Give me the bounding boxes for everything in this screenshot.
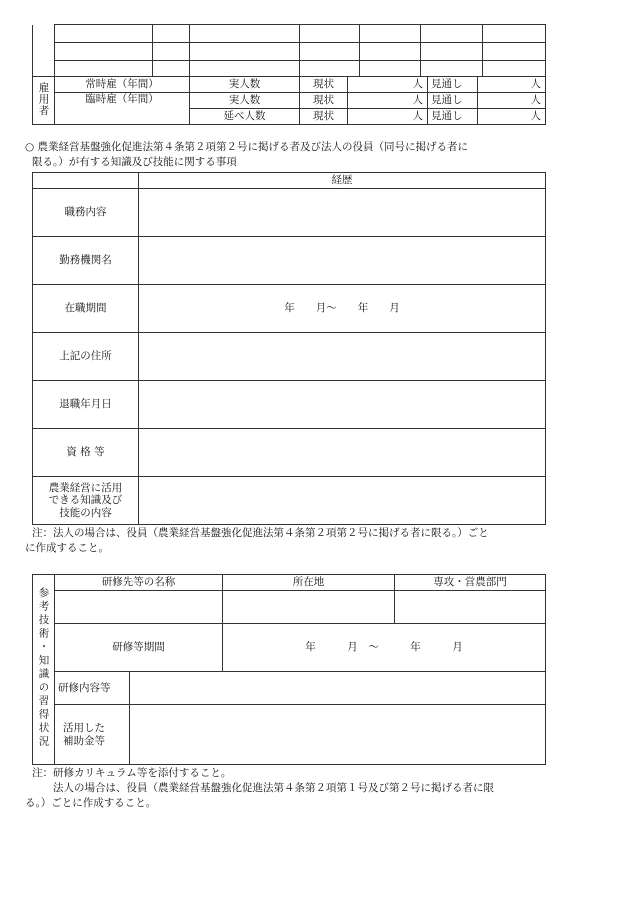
empty-cell <box>190 61 300 77</box>
applicable-line-3: 技能の内容 <box>59 506 112 519</box>
knowledge-table <box>32 172 546 525</box>
training-table <box>32 574 546 765</box>
employment-type-label: 臨時雇（年間） <box>85 93 159 105</box>
employment-measure: 実人数 <box>190 93 300 109</box>
retirement-value <box>139 381 546 429</box>
empty-cell <box>190 43 300 61</box>
training-note-2: 法人の場合は、役員（農業経営基盤強化促進法第４条第２項第１号及び第２号に掲げる者に限 <box>32 782 494 794</box>
training-side-label: 参考技術・知識の習得状況 <box>37 586 50 749</box>
knowledge-heading-2: 限る。）が有する知識及び技能に関する事項 <box>32 156 237 168</box>
employment-current-unit: 人 <box>348 109 428 125</box>
empty-cell <box>483 43 546 61</box>
employment-header-cell <box>33 77 55 125</box>
knowledge-note-1: 注：法人の場合は、役員（農業経営基盤強化促進法第４条第２項第２号に掲げる者に限る。）ごと <box>32 527 489 539</box>
employment-measure: 実人数 <box>190 77 300 93</box>
career-header: 経歴 <box>139 173 546 189</box>
training-subsidy-value <box>130 705 546 765</box>
empty-cell <box>55 43 153 61</box>
empty-cell <box>300 43 360 61</box>
applicable-line-1: 農業経営に活用 <box>48 482 123 495</box>
knowledge-heading-1: ○ 農業経営基盤強化促進法第４条第２項第２号に掲げる者及び法人の役員（同号に掲げる者に <box>25 141 468 153</box>
empty-cell <box>153 25 190 43</box>
knowledge-note-2: に作成すること。 <box>25 542 109 554</box>
employment-type: 常時雇（年間） <box>55 77 190 93</box>
duties-label: 職務内容 <box>33 189 139 237</box>
employment-type <box>55 93 190 125</box>
training-name-value <box>55 591 223 624</box>
employment-forecast-unit: 人 <box>478 109 546 125</box>
empty-cell <box>483 25 546 43</box>
empty-cell <box>153 43 190 61</box>
qualifications-value <box>139 429 546 477</box>
empty-cell <box>55 25 153 43</box>
employment-forecast-unit: 人 <box>478 93 546 109</box>
training-side-cell <box>33 575 55 765</box>
empty-cell <box>55 61 153 77</box>
period-value: 年 月～ 年 月 <box>139 285 546 333</box>
employment-current-unit: 人 <box>348 93 428 109</box>
training-note-1: 注：研修カリキュラム等を添付すること。 <box>32 767 232 779</box>
top-partial-table <box>32 24 546 77</box>
training-location-header: 所在地 <box>223 575 395 591</box>
applicable-line-2: できる知識及び <box>48 494 123 507</box>
empty-cell <box>153 61 190 77</box>
employment-current-label: 現状 <box>300 109 348 125</box>
address-value <box>139 333 546 381</box>
empty-cell <box>421 61 483 77</box>
empty-cell <box>300 25 360 43</box>
training-subsidy-label <box>55 705 130 765</box>
subsidy-line-2: 補助金等 <box>63 734 105 747</box>
empty-cell <box>190 25 300 43</box>
empty-cell <box>300 61 360 77</box>
training-specialty-header: 専攻・営農部門 <box>395 575 546 591</box>
training-specialty-value <box>395 591 546 624</box>
employment-measure: 延べ人数 <box>190 109 300 125</box>
address-label: 上記の住所 <box>33 333 139 381</box>
employment-current-label: 現状 <box>300 93 348 109</box>
employment-forecast-unit: 人 <box>478 77 546 93</box>
empty-cell <box>421 43 483 61</box>
empty-cell <box>33 25 55 77</box>
training-period-label: 研修等期間 <box>55 624 223 672</box>
retirement-label: 退職年月日 <box>33 381 139 429</box>
empty-cell <box>360 25 421 43</box>
training-location-value <box>223 591 395 624</box>
empty-cell <box>360 61 421 77</box>
qualifications-label: 資 格 等 <box>33 429 139 477</box>
duties-value <box>139 189 546 237</box>
employment-forecast-label: 見通し <box>428 109 478 125</box>
employment-current-unit: 人 <box>348 77 428 93</box>
period-label: 在職期間 <box>33 285 139 333</box>
applicable-skills-label <box>33 477 139 525</box>
employment-forecast-label: 見通し <box>428 77 478 93</box>
employment-current-label: 現状 <box>300 77 348 93</box>
employment-header: 雇用者 <box>37 82 50 117</box>
empty-cell <box>421 25 483 43</box>
empty-cell <box>483 61 546 77</box>
applicable-skills-value <box>139 477 546 525</box>
training-content-label: 研修内容等 <box>55 672 130 705</box>
training-content-value <box>130 672 546 705</box>
training-name-header: 研修先等の名称 <box>55 575 223 591</box>
employer-label: 勤務機関名 <box>33 237 139 285</box>
training-period-value: 年 月 ～ 年 月 <box>223 624 546 672</box>
employer-value <box>139 237 546 285</box>
empty-cell <box>33 173 139 189</box>
employment-forecast-label: 見通し <box>428 93 478 109</box>
empty-cell <box>360 43 421 61</box>
training-note-3: る。）ごとに作成すること。 <box>25 797 157 809</box>
employment-table <box>32 76 546 125</box>
subsidy-line-1: 活用した <box>63 722 105 735</box>
